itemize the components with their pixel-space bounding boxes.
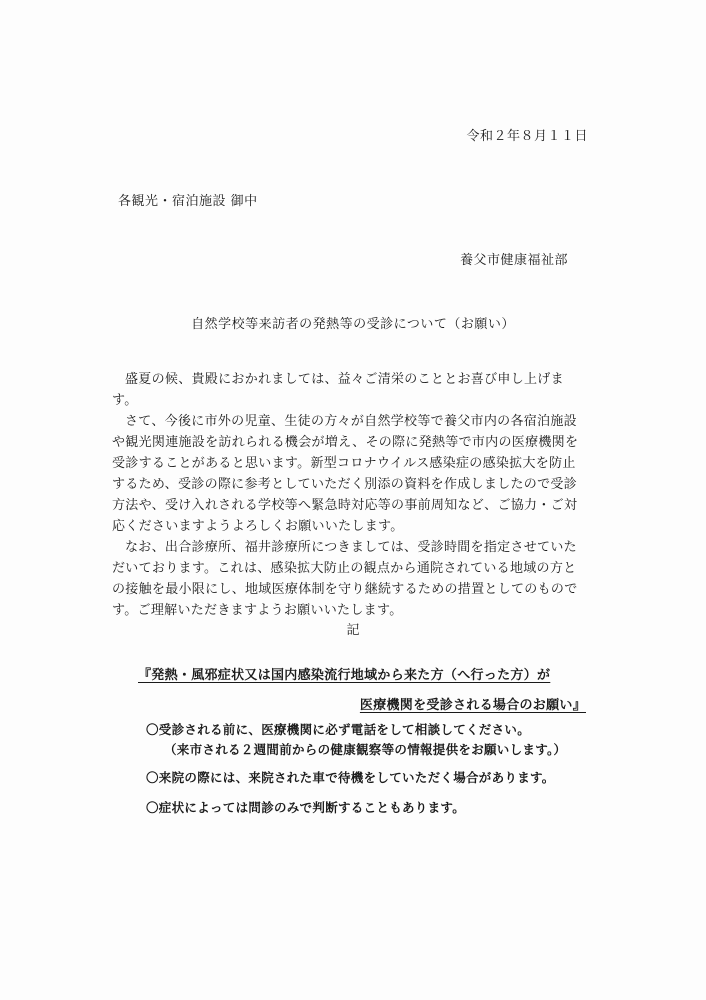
- paragraph-clinics: なお、出合診療所、福井診療所につきましては、受診時間を指定させていただいております。これは、感染拡大防止の観点から通院されている地域の方との接触を最小限にし、地域医療体制を守り継続するための措置としてのものです。ご理解いただきますようお願いいたします。: [112, 540, 578, 618]
- bullet-wait-in-car: 〇来院の際には、来院された車で待機をしていただく場合があります。: [146, 770, 555, 785]
- paragraph-main: さて、今後に市外の児童、生徒の方々が自然学校等で養父市内の各宿泊施設や観光関連施設を訪れられる機会が増え、その際に発熱等で市内の医療機関を受診することがあると思います。新型コロナウイルス感染症の感染拡大を防止するため、受診の際に参考としていただく別添の資料を作成しましたので受診方法や、受け入れされる学校等へ緊急時対応等の事前周知など、ご協力・ご対応くださいますようよろしくお願いいたします。: [112, 414, 579, 534]
- recipient: 各観光・宿泊施設 御中: [118, 194, 258, 209]
- document-title: 自然学校等来訪者の発熱等の受診について（お願い）: [191, 317, 515, 332]
- ki-heading: 記: [346, 623, 360, 638]
- sender: 養父市健康福祉部: [459, 253, 568, 268]
- request-heading-line2: 医療機関を受診される場合のお願い』: [359, 698, 586, 713]
- paragraph-greeting: 盛夏の候、貴殿におかれましては、益々ご清栄のこととお喜び申し上げます。: [112, 372, 564, 408]
- bullet-interview-only: 〇症状によっては問診のみで判断することもあります。: [146, 800, 466, 815]
- body-text: [112, 369, 587, 621]
- request-heading-line1: 『発熱・風邪症状又は国内感染流行地域から来た方（へ行った方）が: [138, 668, 551, 683]
- bullet-health-info: （来市される２週間前からの健康観察等の情報提供をお願いします。）: [164, 742, 567, 757]
- bullet-call-first: 〇受診される前に、医療機関に必ず電話をして相談してください。: [146, 722, 531, 737]
- document-date: 令和２年８月１１日: [466, 129, 588, 144]
